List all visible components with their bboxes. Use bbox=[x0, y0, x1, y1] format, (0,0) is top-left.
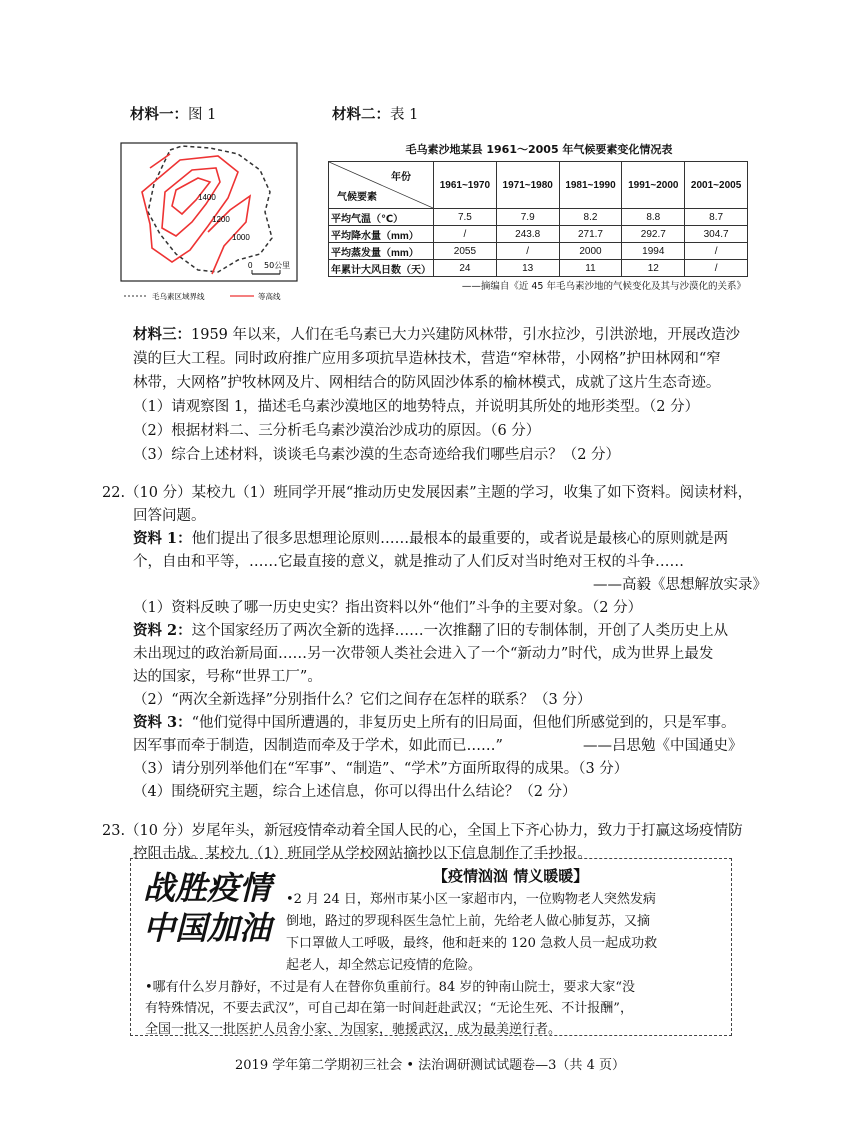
q22-intro: 22.（10 分）某校九（1）班同学开展“推动历史发展因素”主题的学习，收集了如下资料。阅读材料， bbox=[102, 485, 753, 501]
table-cell: 7.5 bbox=[434, 209, 497, 226]
table-cell: 243.8 bbox=[496, 226, 559, 243]
table-cell: 8.7 bbox=[685, 209, 748, 226]
q22-resource3-source: ——吕思勉《中国通史》 bbox=[583, 738, 743, 754]
q22-resource1-source: ——高毅《思想解放实录》 bbox=[593, 577, 767, 593]
legend-boundary-label: 毛乌素区域界线 bbox=[152, 292, 205, 301]
table-cell: 271.7 bbox=[559, 226, 622, 243]
q21-subquestion: （1）请观察图 1，描述毛乌素沙漠地区的地势特点，并说明其所处的地形类型。（2 分） bbox=[133, 399, 700, 415]
table-cell: 7.9 bbox=[496, 209, 559, 226]
row-label: 平均气温（℃） bbox=[329, 209, 434, 226]
table-row bbox=[329, 209, 748, 226]
table-cell: 12 bbox=[622, 260, 685, 277]
table-row bbox=[329, 260, 748, 277]
material3-line: 材料三：1959 年以来，人们在毛乌素已大力兴建防风林带，引水拉沙，引洪淤地，开展改造沙 bbox=[133, 326, 741, 343]
poster-paragraph-2: •哪有什么岁月静好，不过是有人在替你负重前行。84 岁的钟南山院士，要求大家“没 有特殊情况，不要去武汉”，可自己却在第一时间赶赴武汉；“无论生死、不计报酬”， 全国一批又一批医护人员舍小家、为国家，驰援武汉，成为最美逆行者。 bbox=[145, 980, 635, 1037]
table-cell: 8.2 bbox=[559, 209, 622, 226]
table-header: 2001~2005 bbox=[685, 162, 748, 209]
table-cell: 8.8 bbox=[622, 209, 685, 226]
poster-title: 【疫情汹汹 情义暖暖】 bbox=[433, 867, 589, 885]
material3-line: 林带，大网格”护牧林网及片、网相结合的防风固沙体系的榆林模式，成就了这片生态奇迹。 bbox=[133, 375, 721, 391]
map-svg bbox=[120, 142, 298, 305]
table-header: 1961~1970 bbox=[434, 162, 497, 209]
table-cell: 2055 bbox=[434, 243, 497, 260]
q22-subquestion: （4）围绕研究主题，综合上述信息，你可以得出什么结论？（2 分） bbox=[133, 784, 577, 800]
table-cell: 11 bbox=[559, 260, 622, 277]
poster-paragraph-1: •2 月 24 日，郑州市某小区一家超市内，一位购物老人突然发病 倒地，路过的罗现科医生急忙上前，先给老人做心肺复苏，又摘 下口罩做人工呼吸，最终，他和赶来的 120 急救人员一起成功救 起老人，却全然忘记疫情的危险。 bbox=[286, 892, 658, 973]
contour-label: 1400 bbox=[198, 193, 216, 202]
q22-resource2: 未出现过的政治新局面……另一次带领人类社会进入了一个“新动力”时代，成为世界上最发 bbox=[133, 646, 714, 662]
table-title: 毛乌素沙地某县 1961～2005 年气候要素变化情况表 bbox=[405, 143, 673, 156]
slogan-line: 中国加油 bbox=[143, 909, 272, 947]
table-cell: 24 bbox=[434, 260, 497, 277]
material2-label: 材料二：表 1 bbox=[332, 106, 419, 123]
table-cell: 304.7 bbox=[685, 226, 748, 243]
table-cell: / bbox=[434, 226, 497, 243]
q23-intro: 控阻击战。某校九（1）班同学从学校网站摘抄以下信息制作了手抄报。 bbox=[133, 846, 592, 862]
table-cell: / bbox=[685, 243, 748, 260]
q21-subquestion: （2）根据材料二、三分析毛乌素沙漠治沙成功的原因。（6 分） bbox=[133, 423, 541, 439]
q22-subquestion: （1）资料反映了哪一历史史实？指出资料以外“他们”斗争的主要对象。（2 分） bbox=[133, 600, 643, 616]
table-corner-cell bbox=[329, 162, 434, 209]
row-label: 平均降水量（mm） bbox=[329, 226, 434, 243]
legend-contour-label: 等高线 bbox=[258, 292, 281, 301]
table-cell: 13 bbox=[496, 260, 559, 277]
boundary-line bbox=[148, 146, 272, 272]
q22-intro: 回答问题。 bbox=[133, 508, 206, 524]
table-header: 1971~1980 bbox=[496, 162, 559, 209]
row-label: 平均蒸发量（mm） bbox=[329, 243, 434, 260]
q21-subquestion: （3）综合上述材料，谈谈毛乌素沙漠的生态奇迹给我们哪些启示？（2 分） bbox=[133, 447, 621, 463]
climate-table-block bbox=[328, 142, 750, 294]
scale-zero: 0 bbox=[248, 261, 253, 270]
q22-resource2: 达的国家，号称“世界工厂”。 bbox=[133, 669, 322, 685]
row-label: 年累计大风日数（天） bbox=[329, 260, 434, 277]
contour-label: 1200 bbox=[212, 215, 230, 224]
material3-line: 漠的巨大工程。同时政府推广应用多项抗旱造林技术，营造“窄林带，小网格”护田林网和“窄 bbox=[133, 351, 721, 367]
corner-bottom-label: 气候要素 bbox=[337, 192, 377, 203]
q22-resource1: 资料 1：他们提出了很多思想理论原则……最根本的最重要的，或者说是最核心的原则就是两 bbox=[133, 530, 729, 547]
slogan-line: 战胜疫情 bbox=[143, 869, 272, 907]
corner-top-label: 年份 bbox=[391, 172, 411, 183]
poster-box bbox=[130, 858, 732, 1036]
table-cell: / bbox=[685, 260, 748, 277]
q22-resource1: 个，自由和平等，……它最直接的意义，就是推动了人们反对当时绝对王权的斗争…… bbox=[133, 554, 684, 570]
table-row bbox=[329, 226, 748, 243]
contour-line bbox=[162, 168, 220, 236]
map-figure bbox=[120, 142, 298, 305]
q22-subquestion: （2）“两次全新选择”分别指什么？它们之间存在怎样的联系？（3 分） bbox=[133, 692, 592, 708]
table-cell: 292.7 bbox=[622, 226, 685, 243]
table-cell: / bbox=[496, 243, 559, 260]
material1-label: 材料一：图 1 bbox=[130, 106, 217, 123]
q23-intro: 23.（10 分）岁尾年头，新冠疫情牵动着全国人民的心，全国上下齐心协力，致力于打赢这场疫情防 bbox=[102, 823, 743, 839]
climate-table bbox=[328, 161, 748, 277]
table-header: 1981~1990 bbox=[559, 162, 622, 209]
q22-subquestion: （3）请分别列举他们在“军事”、“制造”、“学术”方面所取得的成果。（3 分） bbox=[133, 761, 629, 777]
q22-resource3: 资料 3：“他们觉得中国所遭遇的，非复历史上所有的旧局面，但他们所感觉到的，只是军事。 bbox=[133, 714, 736, 731]
scale-label: 50公里 bbox=[264, 261, 291, 270]
contour-label: 1000 bbox=[232, 233, 250, 242]
table-source: ——摘编自《近 45 年毛乌素沙地的气候变化及其与沙漠化的关系》 bbox=[461, 281, 746, 292]
table-cell: 2000 bbox=[559, 243, 622, 260]
page-footer: 2019 学年第二学期初三社会 • 法治调研测试试题卷—3（共 4 页） bbox=[235, 1058, 625, 1073]
table-header: 1991~2000 bbox=[622, 162, 685, 209]
table-cell: 1994 bbox=[622, 243, 685, 260]
q22-resource3: 因军事而牵于制造，因制造而牵及于学术，如此而已……” bbox=[133, 738, 503, 754]
q22-resource2: 资料 2：这个国家经历了两次全新的选择……一次推翻了旧的专制体制，开创了人类历史上从 bbox=[133, 622, 729, 639]
table-row bbox=[329, 243, 748, 260]
